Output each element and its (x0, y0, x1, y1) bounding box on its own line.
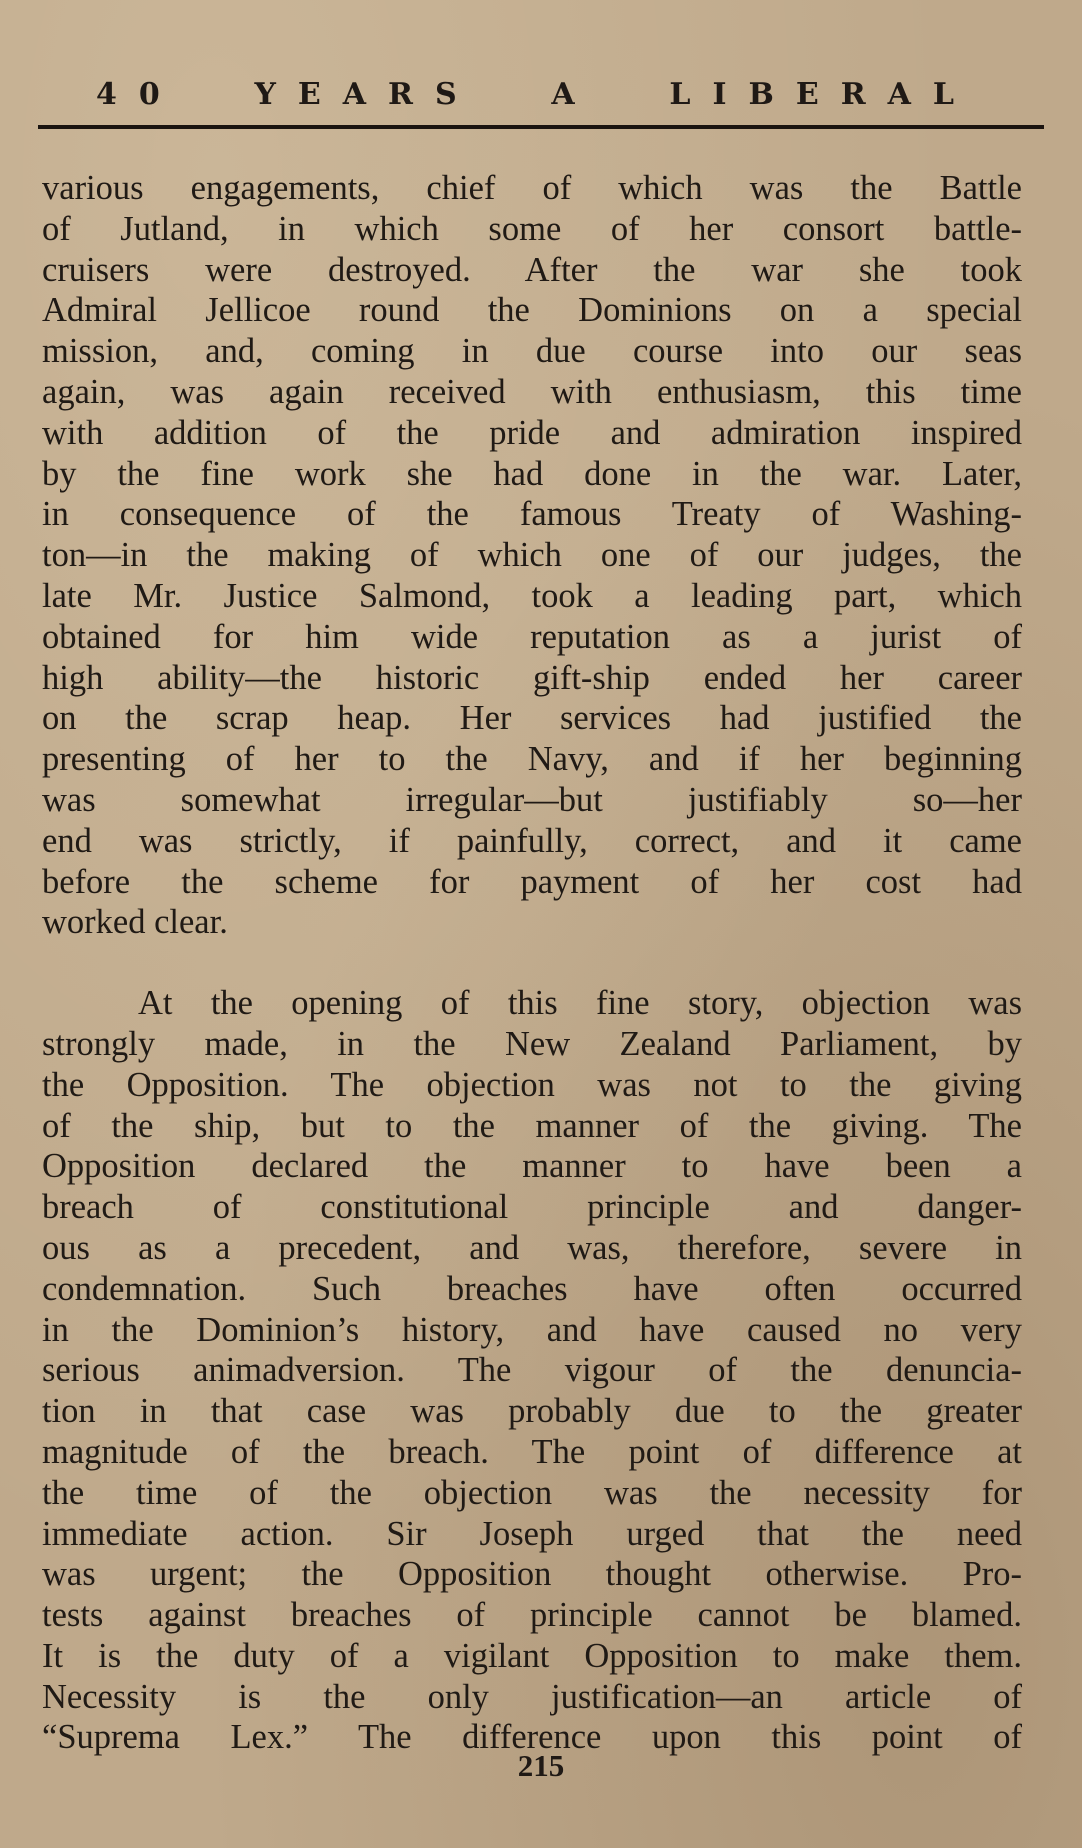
text-line: of the ship, but to the manner of the giving. The (42, 1106, 1022, 1145)
paragraph-gap (42, 943, 1022, 983)
text-line: “Suprema Lex.” The difference upon this point of (42, 1718, 1022, 1757)
text-line: serious animadversion. The vigour of the denuncia- (42, 1351, 1022, 1390)
text-line: tests against breaches of principle cannot be blamed. (42, 1596, 1022, 1635)
text-line: in the Dominion’s history, and have caused no very (42, 1310, 1022, 1349)
body-text (42, 168, 1022, 1758)
text-line: again, was again received with enthusiasm, this time (42, 372, 1022, 411)
text-line: tion in that case was probably due to the greater (42, 1392, 1022, 1431)
text-line: before the scheme for payment of her cost had (42, 862, 1022, 901)
text-line: mission, and, coming in due course into our seas (42, 332, 1022, 371)
text-line: with addition of the pride and admiration inspired (42, 413, 1022, 452)
page-number: 215 (517, 1748, 565, 1783)
text-line: was urgent; the Opposition thought otherwise. Pro- (42, 1555, 1022, 1594)
text-line: the Opposition. The objection was not to the giving (42, 1065, 1022, 1104)
text-line: of Jutland, in which some of her consort battle- (42, 209, 1022, 248)
text-line: obtained for him wide reputation as a jurist of (42, 617, 1022, 656)
text-line: breach of constitutional principle and danger- (42, 1188, 1022, 1227)
running-head (96, 74, 976, 114)
text-line: ton—in the making of which one of our judges, the (42, 536, 1022, 575)
text-line: late Mr. Justice Salmond, took a leading part, which (42, 576, 1022, 615)
text-line: Necessity is the only justification—an article of (42, 1677, 1022, 1716)
text-line: magnitude of the breach. The point of difference at (42, 1432, 1022, 1471)
text-line: various engagements, chief of which was the Battle (42, 169, 1022, 207)
text-line: cruisers were destroyed. After the war she took (42, 250, 1022, 289)
text-line: on the scrap heap. Her services had justified the (42, 699, 1022, 738)
text-line: end was strictly, if painfully, correct, and it came (42, 821, 1022, 860)
text-line: It is the duty of a vigilant Opposition to make them. (42, 1636, 1022, 1675)
running-head-page-ref: 40 (96, 76, 182, 112)
text-line: immediate action. Sir Joseph urged that the need (42, 1514, 1022, 1553)
text-line: strongly made, in the New Zealand Parliament, by (42, 1024, 1022, 1063)
paragraph-1 (42, 168, 1022, 943)
text-line: Opposition declared the manner to have been a (42, 1147, 1022, 1186)
text-line: high ability—the historic gift-ship ended her career (42, 658, 1022, 697)
text-line: At the opening of this fine story, objection was (138, 984, 1022, 1023)
text-line: condemnation. Such breaches have often occurred (42, 1269, 1022, 1308)
text-line: was somewhat irregular—but justifiably so—her (42, 780, 1022, 819)
running-head-word-a: A (551, 76, 597, 112)
text-line: the time of the objection was the necessity for (42, 1473, 1022, 1512)
text-line: ous as a precedent, and was, therefore, severe in (42, 1228, 1022, 1267)
text-line: Admiral Jellicoe round the Dominions on a special (42, 291, 1022, 330)
running-head-word-years: YEARS (254, 76, 479, 112)
running-head-word-liberal: LIBERAL (669, 76, 976, 112)
text-line: presenting of her to the Navy, and if her beginning (42, 740, 1022, 779)
paragraph-2 (42, 983, 1022, 1758)
text-line: by the fine work she had done in the war. Later, (42, 454, 1022, 493)
text-line: worked clear. (42, 903, 228, 942)
text-line: in consequence of the famous Treaty of Washing- (42, 495, 1022, 534)
header-rule (38, 125, 1044, 129)
